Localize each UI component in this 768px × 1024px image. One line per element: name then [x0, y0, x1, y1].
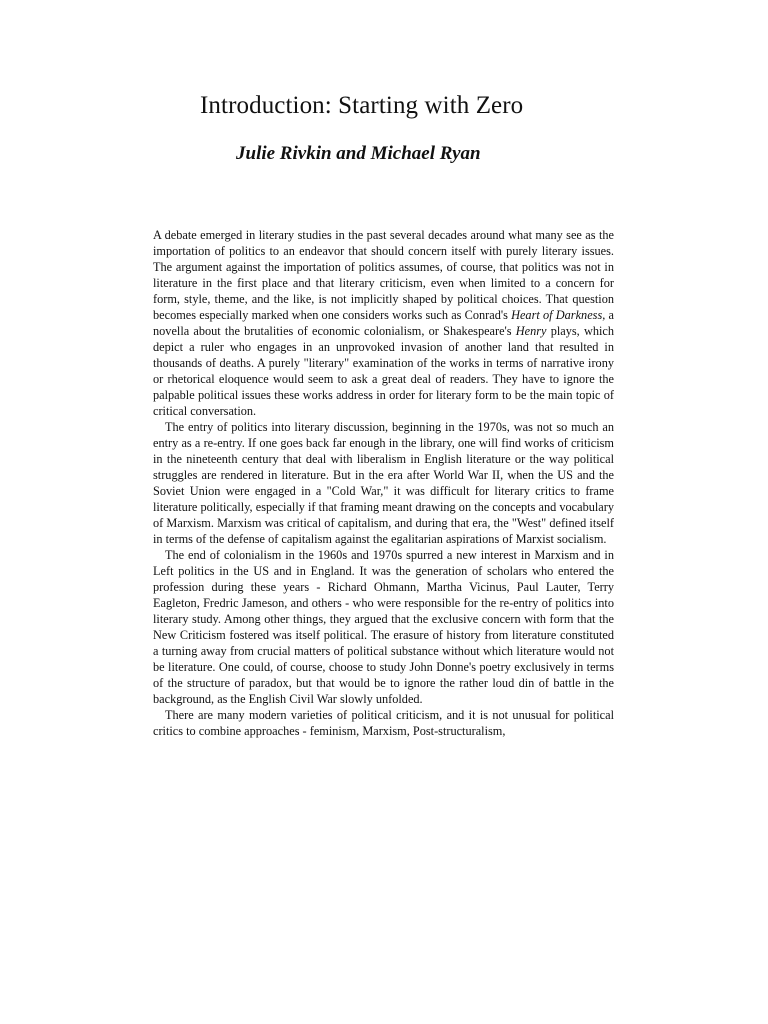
paragraph-2: The entry of politics into literary discussion, beginning in the 1970s, was not so much an entry as a re-entry. If one goes back far enough in the library, one will find works of criticism in the nineteenth century that deal with liberalism in English literature or the way political struggles are rendered in literature. But in the era after World War II, when the US and the Soviet Union were engaged in a "Cold War," it was difficult for literary critics to frame literature politically, especially if that framing meant drawing on the concepts and vocabulary of Marxism. Marxism was critical of capitalism, and during that era, the "West" defined itself in terms of the defense of capitalism against the egalitarian aspirations of Marxist socialism. — [153, 420, 614, 546]
paragraph-1-text-c: plays, which depict a ruler who engages in an unprovoked invasion of another land that resulted in thousands of deaths. A purely "literary" examination of the works in terms of narrative irony or rhetorical eloquence would seem to ask a great deal of readers. They have to ignore the palpable political issues these works address in order for literary form to be the main topic of critical conversation. — [153, 324, 614, 418]
paragraph-1 — [153, 227, 614, 419]
page-title: Introduction: Starting with Zero — [200, 92, 524, 119]
paragraph-1-text-b: a novella about the brutalities of economic colonialism, or Shakespeare's — [153, 308, 614, 338]
work-title-henry: Henry — [515, 324, 547, 338]
work-title-heart-of-darkness: Heart of Darkness, — [511, 308, 606, 322]
author-byline: Julie Rivkin and Michael Ryan — [236, 143, 481, 164]
paragraph-1-text-a: A debate emerged in literary studies in the past several decades around what many see as the importation of politics to an endeavor that should concern itself with purely literary issues. The argument against the importation of politics assumes, of course, that politics was not in literature in the first place and that literary criticism, even when limited to a concern for form, style, theme, and the like, is not implicitly shaped by political choices. That question becomes especially marked when one considers works such as Conrad's — [153, 228, 614, 322]
paragraph-3: The end of colonialism in the 1960s and 1970s spurred a new interest in Marxism and in Left politics in the US and in England. It was the generation of scholars who entered the profession during these years - Richard Ohmann, Martha Vicinus, Paul Lauter, Terry Eagleton, Fredric Jameson, and others - who were responsible for the re-entry of politics into literary study. Among other things, they argued that the exclusive concern with form that the New Criticism fostered was itself political. The erasure of history from literature constituted a turning away from crucial matters of political substance without which literature would not be literature. One could, of course, choose to study John Donne's poetry exclusively in terms of the structure of paradox, but that would be to ignore the rather loud din of battle in the background, as the English Civil War slowly unfolded. — [153, 548, 614, 706]
paragraph-4: There are many modern varieties of political criticism, and it is not unusual for political critics to combine approaches - feminism, Marxism, Post-structuralism, — [153, 708, 614, 738]
body-text — [153, 227, 614, 739]
